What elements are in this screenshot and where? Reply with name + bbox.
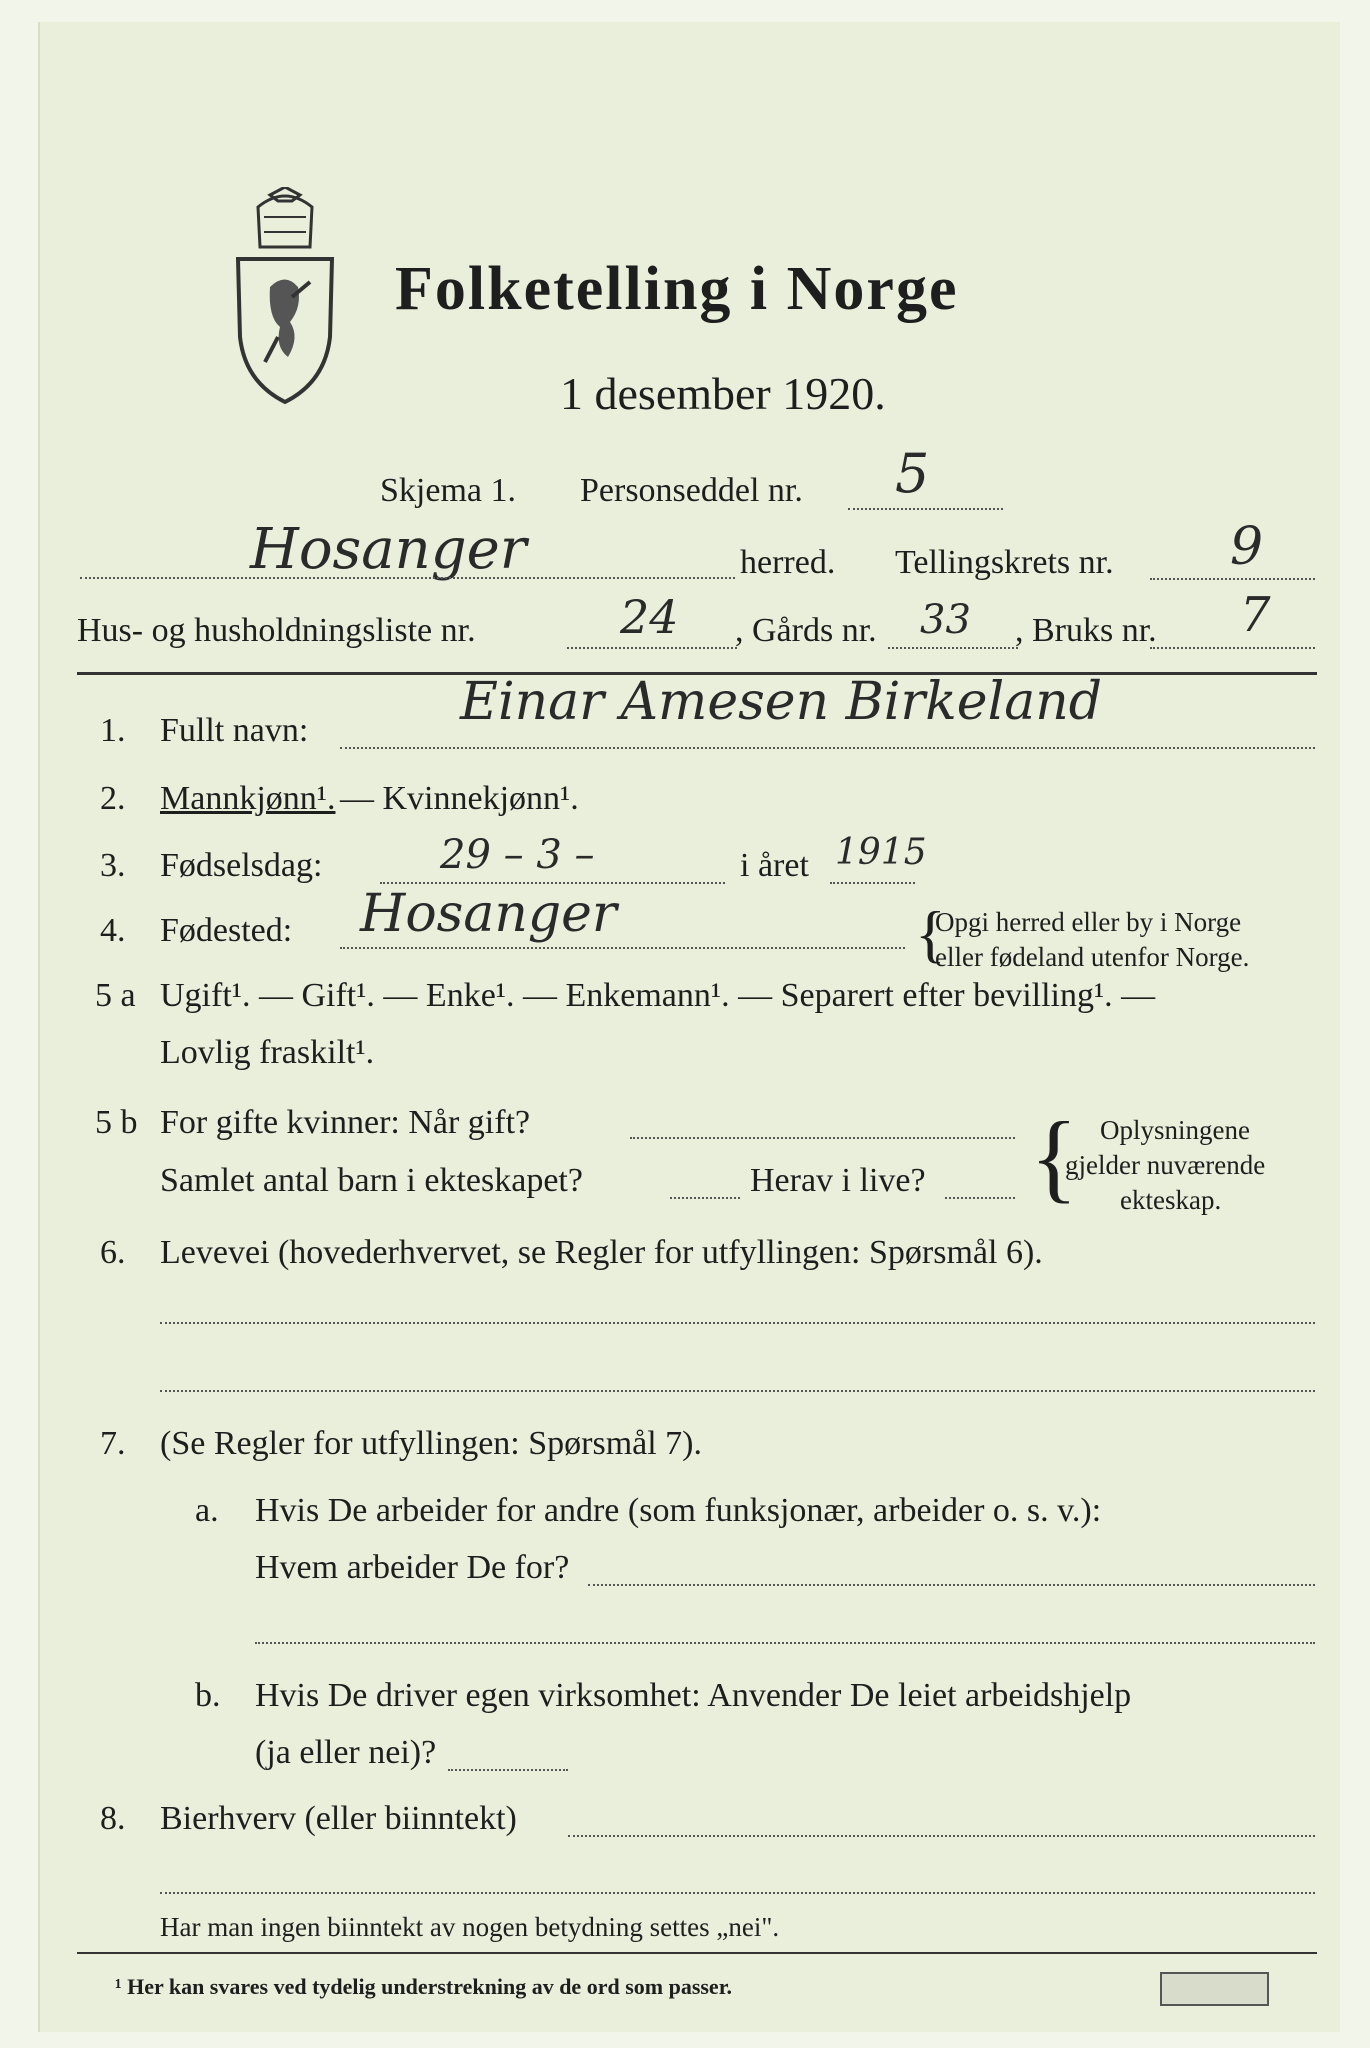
q5b-note-1: Oplysningene (1100, 1115, 1250, 1145)
q7a-line-1 (588, 1584, 1315, 1586)
q5b-note-3: ekteskap. (1120, 1185, 1222, 1215)
bruks-line (1150, 647, 1315, 649)
q1-line (340, 747, 1315, 749)
hus-line (567, 647, 737, 649)
personseddel-value[interactable]: 5 (895, 442, 930, 505)
q1-number: 1. (100, 712, 126, 749)
q5b-note-brace: { (1030, 1101, 1078, 1212)
q5b-alive-line (945, 1197, 1015, 1199)
income-note: Har man ingen biinntekt av nogen betydning settes „nei". (160, 1912, 780, 1942)
gards-line (888, 647, 1018, 649)
q1-label: Fullt navn: (160, 712, 309, 749)
personseddel-label: Personseddel nr. (580, 472, 803, 509)
q2-female-option[interactable]: — Kvinnekjønn¹. (340, 780, 579, 817)
q4-note-2: eller fødeland utenfor Norge. (935, 942, 1250, 972)
q5a-number: 5 a (95, 977, 136, 1014)
q3-value[interactable]: 29 – 3 – (440, 832, 595, 878)
q7a-number: a. (195, 1492, 219, 1529)
hus-label: Hus- og husholdningsliste nr. (77, 612, 476, 649)
q5b-married-line (630, 1137, 1015, 1139)
q8-label: Bierhverv (eller biinntekt) (160, 1800, 517, 1837)
footnote-divider (77, 1952, 1317, 1954)
coat-of-arms-icon (230, 187, 340, 407)
bruks-value[interactable]: 7 (1240, 587, 1271, 643)
q8-number: 8. (100, 1800, 126, 1837)
herred-line (80, 577, 735, 579)
q7-number: 7. (100, 1425, 126, 1462)
skjema-label: Skjema 1. (380, 472, 516, 509)
tellingskrets-label: Tellingskrets nr. (895, 544, 1114, 581)
q7b-label-2: (ja eller nei)? (255, 1734, 437, 1771)
tellingskrets-value[interactable]: 9 (1230, 517, 1264, 577)
form-title: Folketelling i Norge (395, 255, 959, 323)
gards-label: , Gårds nr. (735, 612, 877, 649)
q6-number: 6. (100, 1234, 126, 1271)
q7b-label: Hvis De driver egen virksomhet: Anvender De leiet arbeidshjelp (255, 1677, 1132, 1714)
herred-value[interactable]: Hosanger (250, 517, 527, 582)
q5b-label: For gifte kvinner: Når gift? (160, 1104, 531, 1141)
q8-line-1 (568, 1835, 1315, 1837)
q2-number: 2. (100, 780, 126, 817)
printer-stamp-icon (1160, 1972, 1269, 2006)
q4-note-1: Opgi herred eller by i Norge (935, 907, 1242, 937)
q5b-note-2: gjelder nuværende (1065, 1150, 1266, 1180)
q6-line-2 (160, 1390, 1315, 1392)
q7b-line (448, 1769, 568, 1771)
footnote: ¹ Her kan svares ved tydelig understrekning av de ord som passer. (115, 1974, 732, 1999)
q4-line (340, 947, 905, 949)
q3-year-label: i året (740, 847, 809, 884)
q7a-label-2: Hvem arbeider De for? (255, 1549, 570, 1586)
q5b-alive-label: Herav i live? (750, 1162, 926, 1199)
q4-value[interactable]: Hosanger (360, 884, 617, 944)
q8-line-2 (160, 1892, 1315, 1894)
q2-male-option[interactable]: Mannkjønn¹. (160, 780, 336, 817)
q5a-options-2[interactable]: Lovlig fraskilt¹. (160, 1034, 375, 1071)
q3-number: 3. (100, 847, 126, 884)
q7a-label: Hvis De arbeider for andre (som funksjonær, arbeider o. s. v.): (255, 1492, 1102, 1529)
q4-note-brace: { (915, 898, 946, 969)
hus-value[interactable]: 24 (620, 590, 679, 644)
q3-label: Fødselsdag: (160, 847, 323, 884)
bruks-label: , Bruks nr. (1015, 612, 1157, 649)
q5a-options[interactable]: Ugift¹. — Gift¹. — Enke¹. — Enkemann¹. — Separert efter bevilling¹. — (160, 977, 1156, 1014)
q4-label: Fødested: (160, 912, 293, 949)
herred-label: herred. (740, 544, 836, 581)
q6-line-1 (160, 1322, 1315, 1324)
q7b-number: b. (195, 1677, 221, 1714)
q7a-line-2 (255, 1642, 1315, 1644)
q5b-children-line (670, 1197, 740, 1199)
q5b-number: 5 b (95, 1104, 138, 1141)
q7-label: (Se Regler for utfyllingen: Spørsmål 7). (160, 1425, 703, 1462)
form-date: 1 desember 1920. (560, 368, 886, 419)
census-form-page (38, 22, 1340, 2032)
q4-number: 4. (100, 912, 126, 949)
personseddel-line (848, 508, 1003, 510)
gards-value[interactable]: 33 (920, 597, 971, 643)
q6-label: Levevei (hovederhvervet, se Regler for utfyllingen: Spørsmål 6). (160, 1234, 1043, 1271)
q3-year-line (830, 882, 915, 884)
tellingskrets-line (1150, 578, 1315, 580)
q3-year-value[interactable]: 1915 (835, 832, 927, 873)
q1-value[interactable]: Einar Amesen Birkeland (460, 672, 1102, 732)
q5b-children-label: Samlet antal barn i ekteskapet? (160, 1162, 583, 1199)
